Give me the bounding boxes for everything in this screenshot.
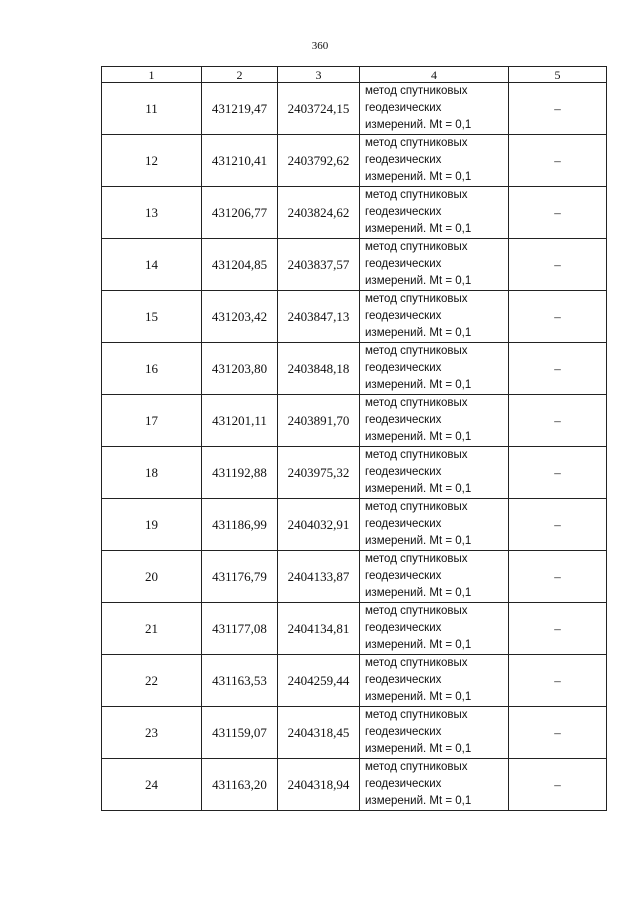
y-coordinate-cell: 2404318,45 [278, 707, 360, 759]
method-cell [360, 343, 509, 395]
note-cell: – [509, 187, 607, 239]
note-cell: – [509, 499, 607, 551]
method-line: измерений. Mt = 0,1 [365, 275, 472, 287]
point-number-cell: 21 [102, 603, 202, 655]
table-row [102, 655, 607, 707]
method-line: измерений. Mt = 0,1 [365, 327, 472, 339]
method-line: измерений. Mt = 0,1 [365, 795, 472, 807]
note-cell: – [509, 395, 607, 447]
note-cell: – [509, 551, 607, 603]
x-coordinate-cell: 431210,41 [202, 135, 278, 187]
method-cell [360, 603, 509, 655]
method-line: измерений. Mt = 0,1 [365, 587, 472, 599]
y-coordinate-cell: 2404133,87 [278, 551, 360, 603]
method-line: метод спутниковых [365, 605, 468, 617]
method-cell [360, 395, 509, 447]
x-coordinate-cell: 431206,77 [202, 187, 278, 239]
y-coordinate-cell: 2403891,70 [278, 395, 360, 447]
coordinates-table [101, 66, 607, 811]
note-cell: – [509, 135, 607, 187]
y-coordinate-cell: 2403847,13 [278, 291, 360, 343]
method-line: измерений. Mt = 0,1 [365, 639, 472, 651]
table-row [102, 759, 607, 811]
method-line: геодезических [365, 102, 442, 114]
method-cell [360, 135, 509, 187]
y-coordinate-cell: 2403848,18 [278, 343, 360, 395]
y-coordinate-cell: 2403824,62 [278, 187, 360, 239]
note-cell: – [509, 759, 607, 811]
method-line: метод спутниковых [365, 761, 468, 773]
method-line: измерений. Mt = 0,1 [365, 379, 472, 391]
method-line: метод спутниковых [365, 709, 468, 721]
note-cell: – [509, 83, 607, 135]
y-coordinate-cell: 2404318,94 [278, 759, 360, 811]
table-row [102, 343, 607, 395]
table-row [102, 187, 607, 239]
y-coordinate-cell: 2403724,15 [278, 83, 360, 135]
point-number-cell: 24 [102, 759, 202, 811]
method-line: измерений. Mt = 0,1 [365, 691, 472, 703]
method-line: метод спутниковых [365, 241, 468, 253]
point-number-cell: 17 [102, 395, 202, 447]
method-cell [360, 187, 509, 239]
page-number: 360 [311, 40, 329, 52]
method-line: метод спутниковых [365, 137, 468, 149]
method-cell [360, 551, 509, 603]
y-coordinate-cell: 2403792,62 [278, 135, 360, 187]
point-number-cell: 16 [102, 343, 202, 395]
table-row [102, 395, 607, 447]
table-row [102, 135, 607, 187]
note-cell: – [509, 343, 607, 395]
x-coordinate-cell: 431186,99 [202, 499, 278, 551]
x-coordinate-cell: 431204,85 [202, 239, 278, 291]
column-header: 4 [360, 67, 509, 83]
method-cell [360, 707, 509, 759]
method-line: измерений. Mt = 0,1 [365, 483, 472, 495]
method-line: метод спутниковых [365, 85, 468, 97]
point-number-cell: 13 [102, 187, 202, 239]
method-line: измерений. Mt = 0,1 [365, 431, 472, 443]
method-line: метод спутниковых [365, 345, 468, 357]
table-row [102, 239, 607, 291]
x-coordinate-cell: 431159,07 [202, 707, 278, 759]
method-line: геодезических [365, 674, 442, 686]
column-header: 5 [509, 67, 607, 83]
x-coordinate-cell: 431177,08 [202, 603, 278, 655]
y-coordinate-cell: 2404032,91 [278, 499, 360, 551]
y-coordinate-cell: 2403837,57 [278, 239, 360, 291]
method-line: геодезических [365, 362, 442, 374]
method-cell [360, 655, 509, 707]
method-line: измерений. Mt = 0,1 [365, 171, 472, 183]
point-number-cell: 20 [102, 551, 202, 603]
point-number-cell: 12 [102, 135, 202, 187]
note-cell: – [509, 707, 607, 759]
point-number-cell: 15 [102, 291, 202, 343]
method-line: геодезических [365, 518, 442, 530]
y-coordinate-cell: 2404134,81 [278, 603, 360, 655]
point-number-cell: 11 [102, 83, 202, 135]
x-coordinate-cell: 431163,20 [202, 759, 278, 811]
column-header: 1 [102, 67, 202, 83]
x-coordinate-cell: 431203,42 [202, 291, 278, 343]
x-coordinate-cell: 431219,47 [202, 83, 278, 135]
method-line: измерений. Mt = 0,1 [365, 223, 472, 235]
method-cell [360, 239, 509, 291]
method-line: метод спутниковых [365, 293, 468, 305]
method-line: метод спутниковых [365, 553, 468, 565]
x-coordinate-cell: 431203,80 [202, 343, 278, 395]
point-number-cell: 19 [102, 499, 202, 551]
method-cell [360, 83, 509, 135]
method-line: измерений. Mt = 0,1 [365, 119, 472, 131]
method-line: метод спутниковых [365, 501, 468, 513]
method-line: геодезических [365, 310, 442, 322]
method-line: геодезических [365, 206, 442, 218]
note-cell: – [509, 291, 607, 343]
method-line: геодезических [365, 570, 442, 582]
method-line: метод спутниковых [365, 397, 468, 409]
x-coordinate-cell: 431163,53 [202, 655, 278, 707]
table-body [102, 83, 607, 811]
method-cell [360, 447, 509, 499]
method-line: геодезических [365, 726, 442, 738]
point-number-cell: 22 [102, 655, 202, 707]
note-cell: – [509, 603, 607, 655]
method-line: измерений. Mt = 0,1 [365, 743, 472, 755]
method-line: метод спутниковых [365, 657, 468, 669]
method-line: геодезических [365, 466, 442, 478]
method-line: измерений. Mt = 0,1 [365, 535, 472, 547]
method-line: метод спутниковых [365, 449, 468, 461]
table-header-row [102, 67, 607, 83]
method-cell [360, 291, 509, 343]
method-cell [360, 499, 509, 551]
note-cell: – [509, 239, 607, 291]
method-line: геодезических [365, 778, 442, 790]
table-row [102, 291, 607, 343]
note-cell: – [509, 447, 607, 499]
point-number-cell: 14 [102, 239, 202, 291]
table-row [102, 707, 607, 759]
x-coordinate-cell: 431176,79 [202, 551, 278, 603]
column-header: 2 [202, 67, 278, 83]
y-coordinate-cell: 2403975,32 [278, 447, 360, 499]
table-row [102, 551, 607, 603]
point-number-cell: 23 [102, 707, 202, 759]
method-line: геодезических [365, 154, 442, 166]
table-row [102, 499, 607, 551]
y-coordinate-cell: 2404259,44 [278, 655, 360, 707]
note-cell: – [509, 655, 607, 707]
x-coordinate-cell: 431192,88 [202, 447, 278, 499]
table-row [102, 447, 607, 499]
column-header: 3 [278, 67, 360, 83]
method-line: геодезических [365, 622, 442, 634]
x-coordinate-cell: 431201,11 [202, 395, 278, 447]
table-row [102, 83, 607, 135]
method-line: геодезических [365, 258, 442, 270]
method-line: геодезических [365, 414, 442, 426]
method-line: метод спутниковых [365, 189, 468, 201]
table-row [102, 603, 607, 655]
point-number-cell: 18 [102, 447, 202, 499]
method-cell [360, 759, 509, 811]
